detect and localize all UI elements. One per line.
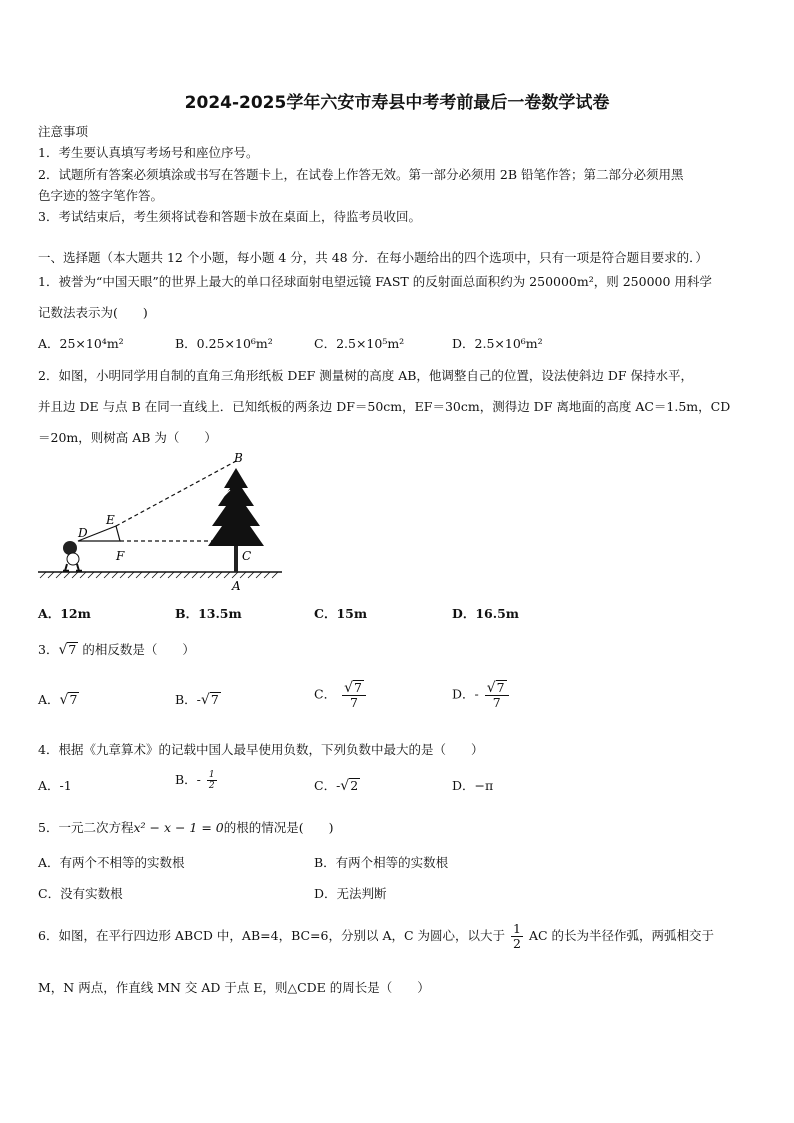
q4-option-d: D．−π <box>452 778 494 793</box>
q1-option-c: C．2.5×10⁵m² <box>314 336 405 351</box>
q6-line1-end: AC 的长为半径作弧，两弧相交于 <box>528 928 715 943</box>
q1-stem-line1: 1．被誉为“中国天眼”的世界上最大的单口径球面射电望远镜 FAST 的反射面总面积约为 250000m²，则 250000 用科学 <box>38 274 712 289</box>
sqrt-icon: √ <box>340 778 350 794</box>
q1-option-d: D．2.5×10⁶m² <box>452 336 543 351</box>
q3-option-d-fraction <box>485 680 509 710</box>
label-c: C <box>242 549 252 563</box>
notice-item-3: 3．考试结束后，考生须将试卷和答题卡放在桌面上，待监考员收回。 <box>38 209 421 224</box>
q2-option-d: D．16.5m <box>452 606 520 621</box>
q4-option-b <box>175 770 219 791</box>
label-d: D <box>78 526 88 540</box>
notice-heading: 注意事项 <box>38 124 89 139</box>
sqrt-icon: √ <box>59 692 69 708</box>
label-f: F <box>116 549 125 563</box>
q1-option-a: A．25×10⁴m² <box>38 336 124 351</box>
q4-option-b-numerator: 1 <box>208 770 215 780</box>
q3-option-a-radicand: 7 <box>69 692 78 707</box>
q5-option-c: C．没有实数根 <box>38 886 123 901</box>
q5-suffix: 的根的情况是( ) <box>223 820 334 835</box>
page-title: 2024-2025学年六安市寿县中考考前最后一卷数学试卷 <box>184 93 610 113</box>
sqrt-icon: √ <box>344 680 353 696</box>
q5-option-a: A．有两个不相等的实数根 <box>38 855 185 870</box>
q1-stem-line2: 记数法表示为( ) <box>38 305 148 320</box>
q3-option-d <box>452 680 511 710</box>
q3-stem <box>38 640 195 658</box>
q5-option-b: B．有两个相等的实数根 <box>314 855 449 870</box>
q3-option-d-denominator: 7 <box>492 695 501 710</box>
q3-option-b-label: B．- <box>175 692 201 707</box>
q4-option-c-radicand: 2 <box>350 778 359 793</box>
q6-line1-start: 6．如图，在平行四边形 ABCD 中，AB=4，BC=6，分别以 A，C 为圆心，以大于 <box>38 928 506 943</box>
q3-radicand: 7 <box>68 642 77 657</box>
q2-stem-line2: 并且边 DE 与点 B 在同一直线上．已知纸板的两条边 DF＝50cm，EF＝30cm，测得边 DF 离地面的高度 AC＝1.5m，CD <box>38 399 731 414</box>
q3-option-b <box>175 690 221 708</box>
q6-fraction <box>511 922 523 951</box>
q3-option-d-label: D．- <box>452 686 479 702</box>
sqrt-icon: √ <box>200 692 210 708</box>
q5-option-d: D．无法判断 <box>314 886 387 901</box>
q2-option-a: A．12m <box>38 606 91 621</box>
q4-option-c <box>314 776 360 794</box>
q2-figure <box>34 450 294 592</box>
q3-suffix: 的相反数是（ ） <box>82 642 195 657</box>
q6-stem-line1 <box>38 922 714 951</box>
q3-option-d-radicand: 7 <box>496 680 505 695</box>
q5-prefix: 5．一元二次方程 <box>38 820 134 835</box>
q4-stem: 4．根据《九章算术》的记载中国人最早使用负数，下列负数中最大的是（ ） <box>38 742 484 757</box>
q2-option-c: C．15m <box>314 606 368 621</box>
label-e: E <box>106 513 115 527</box>
q3-option-a <box>38 690 79 708</box>
person-figure <box>63 541 82 571</box>
section-heading: 一、选择题（本大题共 12 个小题，每小题 4 分，共 48 分．在每小题给出的四个选项中，只有一项是符合题目要求的．） <box>38 250 708 265</box>
q3-prefix: 3． <box>38 642 59 657</box>
q3-option-c <box>314 680 368 710</box>
q2-stem-line1: 2．如图，小明同学用自制的直角三角形纸板 DEF 测量树的高度 AB，他调整自己的位置，设法使斜边 DF 保持水平， <box>38 368 694 383</box>
q6-fraction-denominator: 2 <box>513 936 521 951</box>
q3-option-c-label: C． <box>314 686 337 702</box>
q3-option-a-label: A． <box>38 692 60 707</box>
q2-option-b: B．13.5m <box>175 606 242 621</box>
q4-option-b-label: B．- <box>175 772 201 787</box>
label-a: A <box>232 579 241 592</box>
q2-stem-line3: ＝20m，则树高 AB 为（ ） <box>38 430 217 445</box>
q4-option-b-denominator: 2 <box>208 781 215 791</box>
q4-option-c-label: C．- <box>314 778 341 793</box>
q4-option-a: A．-1 <box>38 778 72 793</box>
q5-equation: x² − x − 1 = 0 <box>133 820 224 835</box>
ground-hatch <box>40 572 278 578</box>
label-b: B <box>234 451 243 465</box>
q3-option-c-radicand: 7 <box>353 680 362 695</box>
q5-stem <box>38 818 334 836</box>
notice-item-1: 1．考生要认真填写考场号和座位序号。 <box>38 145 259 160</box>
notice-item-2: 2．试题所有答案必须填涂或书写在答题卡上，在试卷上作答无效。第一部分必须用 2B 铅笔作答；第二部分必须用黑 <box>38 167 684 182</box>
q3-option-b-radicand: 7 <box>210 692 219 707</box>
q6-stem-line2: M，N 两点，作直线 MN 交 AD 于点 E，则△CDE 的周长是（ ） <box>38 980 430 995</box>
q1-option-b: B．0.25×10⁶m² <box>175 336 273 351</box>
notice-item-2-cont: 色字迹的签字笔作答。 <box>38 188 164 203</box>
sqrt-icon: √ <box>58 642 68 658</box>
q3-option-c-denominator: 7 <box>350 695 358 710</box>
q3-option-c-fraction <box>342 680 366 710</box>
q4-option-b-fraction <box>207 770 217 791</box>
tree-icon <box>208 468 264 572</box>
q6-fraction-numerator: 1 <box>513 921 521 936</box>
sqrt-icon: √ <box>486 680 496 696</box>
